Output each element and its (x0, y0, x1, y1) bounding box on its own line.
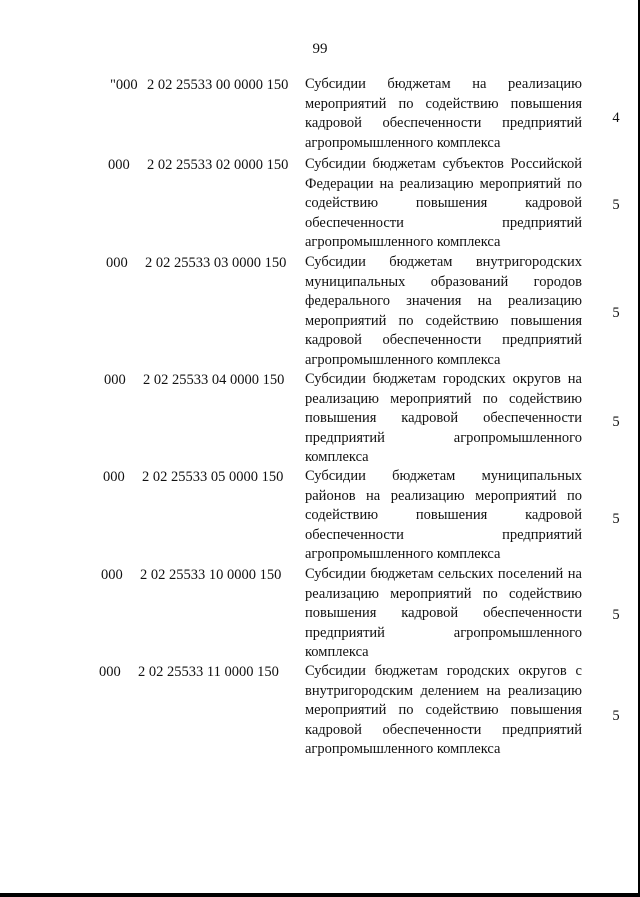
row-amount: 5 (612, 708, 620, 724)
row-prefix: 000 (101, 567, 123, 583)
row-description: Субсидии бюджетам на реализацию мероприятий по содействию повышения кадровой обеспеченности предприятий агропромышленного комплекса (305, 76, 582, 151)
row-prefix: 000 (103, 469, 125, 485)
row-amount: 5 (612, 414, 620, 430)
row-description: Субсидии бюджетам городских округов на реализацию мероприятий по содействию повышения кадровой обеспеченности предприятий агропромышленного комплекса (305, 371, 582, 466)
row-amount: 5 (612, 305, 620, 321)
row-code: 2 02 25533 11 0000 150 (138, 664, 279, 680)
row-prefix: 000 (106, 255, 128, 271)
page-number: 99 (312, 41, 328, 57)
scan-edge-bottom (0, 893, 640, 897)
row-description: Субсидии бюджетам городских округов с внутригородским делением на реализацию мероприятий по содействию повышения кадровой обеспеченности предприятий агропромышленного комплекса (305, 663, 582, 758)
row-amount: 5 (612, 511, 620, 527)
row-code: 2 02 25533 10 0000 150 (140, 567, 282, 583)
row-code: 2 02 25533 00 0000 150 (147, 77, 289, 93)
row-prefix: 000 (108, 157, 130, 173)
row-amount: 5 (612, 197, 620, 213)
row-description: Субсидии бюджетам внутригородских муниципальных образований городов федерального значения на реализацию мероприятий по содействию повышения кадровой обеспеченности предприятий агропромышленного комплекса (305, 254, 582, 368)
row-code: 2 02 25533 03 0000 150 (145, 255, 287, 271)
row-description: Субсидии бюджетам муниципальных районов на реализацию мероприятий по содействию повышения кадровой обеспеченности предприятий агропромышленного комплекса (305, 468, 582, 563)
row-prefix: "000 (110, 77, 138, 93)
row-code: 2 02 25533 02 0000 150 (147, 157, 289, 173)
row-code: 2 02 25533 05 0000 150 (142, 469, 284, 485)
row-amount: 4 (612, 110, 620, 126)
row-prefix: 000 (99, 664, 121, 680)
row-description: Субсидии бюджетам субъектов Российской Федерации на реализацию мероприятий по содействию повышения кадровой обеспеченности предприятий агропромышленного комплекса (305, 156, 582, 251)
row-amount: 5 (612, 607, 620, 623)
row-prefix: 000 (104, 372, 126, 388)
row-code: 2 02 25533 04 0000 150 (143, 372, 285, 388)
row-description: Субсидии бюджетам сельских поселений на реализацию мероприятий по содействию повышения кадровой обеспеченности предприятий агропромышленного комплекса (305, 566, 582, 661)
